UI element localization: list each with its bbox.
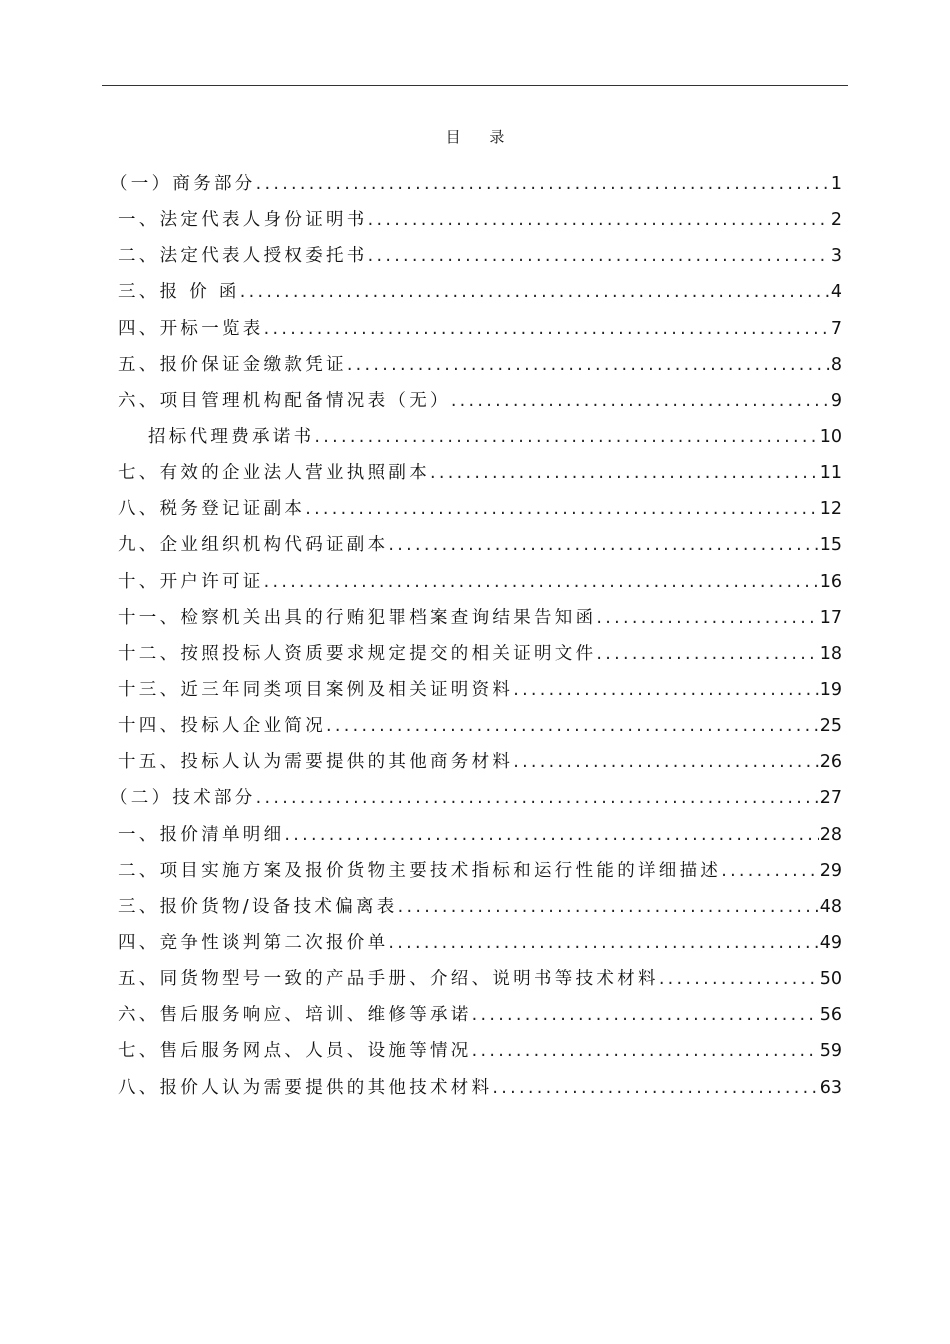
- toc-entry-label: 五、同货物型号一致的产品手册、介绍、说明书等技术材料: [118, 969, 659, 990]
- toc-leader-dots: [472, 997, 819, 1033]
- toc-leader-dots: [430, 455, 819, 491]
- toc-leader-dots: [388, 527, 818, 563]
- toc-entry-page-number: 63: [819, 1077, 842, 1098]
- toc-entry[interactable]: [110, 1070, 842, 1106]
- toc-entry-page-number: 56: [819, 1005, 842, 1026]
- toc-entry-page-number: 15: [819, 535, 842, 556]
- toc-leader-dots: [596, 636, 818, 672]
- toc-entry-label: 一、报价清单明细: [118, 824, 285, 845]
- toc-entry[interactable]: [110, 997, 842, 1033]
- toc-entry-label: （一）商务部分: [110, 174, 256, 194]
- toc-entry-label: 十四、投标人企业简况: [118, 716, 326, 737]
- toc-entry-page-number: 18: [819, 643, 842, 664]
- toc-entry-label: 三、报 价 函: [118, 282, 240, 303]
- toc-entry-label: 十五、投标人认为需要提供的其他商务材料: [118, 752, 514, 773]
- toc-entry-label: 五、报价保证金缴款凭证: [118, 354, 347, 375]
- toc-entry-page-number: 7: [830, 318, 842, 339]
- toc-entry-page-number: 59: [819, 1041, 842, 1062]
- toc-entry-page-number: 28: [819, 824, 842, 845]
- toc-leader-dots: [513, 672, 819, 708]
- toc-entry[interactable]: [110, 672, 842, 708]
- toc-entry-page-number: 1: [830, 174, 842, 194]
- toc-leader-dots: [721, 853, 819, 889]
- toc-entry-page-number: 3: [830, 246, 842, 267]
- toc-entry-page-number: 8: [830, 354, 842, 375]
- toc-leader-dots: [368, 238, 830, 274]
- toc-entry-label: 十一、检察机关出具的行贿犯罪档案查询结果告知函: [118, 607, 597, 628]
- toc-leader-dots: [472, 1033, 819, 1069]
- toc-entry[interactable]: [110, 636, 842, 672]
- toc-entry-label: 二、项目实施方案及报价货物主要技术指标和运行性能的详细描述: [118, 860, 722, 881]
- table-of-contents: [110, 166, 842, 1106]
- toc-entry-page-number: 16: [819, 571, 842, 592]
- toc-entry-page-number: 26: [819, 752, 842, 773]
- toc-entry-label: 二、法定代表人授权委托书: [118, 246, 368, 267]
- toc-entry[interactable]: [110, 780, 842, 816]
- toc-entry-page-number: 27: [819, 788, 842, 809]
- toc-leader-dots: [240, 274, 830, 310]
- toc-entry[interactable]: [110, 455, 842, 491]
- toc-entry-label: 十三、近三年同类项目案例及相关证明资料: [118, 679, 514, 700]
- toc-leader-dots: [398, 889, 819, 925]
- toc-entry[interactable]: [110, 961, 842, 997]
- toc-entry-label: 三、报价货物/设备技术偏离表: [118, 896, 398, 917]
- toc-leader-dots: [256, 780, 819, 816]
- toc-entry-page-number: 48: [819, 896, 842, 917]
- toc-entry-page-number: 9: [830, 390, 842, 411]
- toc-leader-dots: [264, 311, 830, 347]
- toc-entry-label: 十二、按照投标人资质要求规定提交的相关证明文件: [118, 643, 597, 664]
- toc-entry-page-number: 12: [819, 499, 842, 520]
- toc-entry-page-number: 10: [819, 426, 842, 447]
- toc-entry[interactable]: [110, 853, 842, 889]
- toc-entry[interactable]: [110, 238, 842, 274]
- toc-entry-label: 七、售后服务网点、人员、设施等情况: [118, 1041, 472, 1062]
- toc-leader-dots: [256, 166, 830, 202]
- toc-entry-label: （二）技术部分: [110, 788, 256, 809]
- toc-entry-page-number: 19: [819, 679, 842, 700]
- toc-leader-dots: [326, 708, 819, 744]
- toc-leader-dots: [284, 817, 818, 853]
- toc-entry-label: 八、税务登记证副本: [118, 499, 306, 520]
- toc-leader-dots: [368, 202, 830, 238]
- toc-leader-dots: [451, 383, 830, 419]
- toc-entry-label: 四、开标一览表: [118, 318, 264, 339]
- toc-entry-label: 十、开户许可证: [118, 571, 264, 592]
- toc-entry-label: 一、法定代表人身份证明书: [118, 210, 368, 231]
- toc-leader-dots: [314, 419, 818, 455]
- toc-leader-dots: [596, 600, 818, 636]
- toc-entry[interactable]: [110, 925, 842, 961]
- toc-leader-dots: [492, 1070, 818, 1106]
- toc-entry[interactable]: [110, 347, 842, 383]
- toc-entry[interactable]: [110, 744, 842, 780]
- toc-entry[interactable]: [110, 383, 842, 419]
- toc-entry-page-number: 11: [819, 463, 842, 484]
- toc-entry[interactable]: [110, 274, 842, 310]
- toc-entry-page-number: 4: [830, 282, 842, 303]
- toc-entry-label: 六、项目管理机构配备情况表（无）: [118, 390, 451, 411]
- toc-entry[interactable]: [110, 889, 842, 925]
- toc-leader-dots: [388, 925, 818, 961]
- toc-entry[interactable]: [110, 419, 842, 455]
- toc-entry-page-number: 25: [819, 716, 842, 737]
- toc-leader-dots: [659, 961, 819, 997]
- toc-entry-label: 招标代理费承诺书: [148, 426, 315, 447]
- toc-entry[interactable]: [110, 202, 842, 238]
- toc-entry-label: 八、报价人认为需要提供的其他技术材料: [118, 1077, 493, 1098]
- toc-entry[interactable]: [110, 600, 842, 636]
- toc-entry[interactable]: [110, 1033, 842, 1069]
- toc-entry-page-number: 2: [830, 210, 842, 231]
- toc-entry[interactable]: [110, 564, 842, 600]
- toc-entry-label: 六、售后服务响应、培训、维修等承诺: [118, 1005, 472, 1026]
- toc-leader-dots: [305, 491, 819, 527]
- toc-leader-dots: [513, 744, 819, 780]
- toc-entry-page-number: 49: [819, 932, 842, 953]
- toc-leader-dots: [347, 347, 830, 383]
- toc-leader-dots: [264, 564, 819, 600]
- toc-title: 目 录: [445, 128, 517, 146]
- toc-entry[interactable]: [110, 817, 842, 853]
- toc-entry[interactable]: [110, 527, 842, 563]
- toc-entry[interactable]: [110, 311, 842, 347]
- toc-entry-page-number: 50: [819, 969, 842, 990]
- toc-entry-label: 九、企业组织机构代码证副本: [118, 535, 389, 556]
- toc-entry[interactable]: [110, 166, 842, 202]
- toc-entry[interactable]: [110, 708, 842, 744]
- toc-entry-label: 四、竞争性谈判第二次报价单: [118, 932, 389, 953]
- toc-entry[interactable]: [110, 491, 842, 527]
- toc-entry-page-number: 17: [819, 607, 842, 628]
- toc-entry-page-number: 29: [819, 860, 842, 881]
- header-rule: [102, 85, 848, 86]
- toc-entry-label: 七、有效的企业法人营业执照副本: [118, 463, 430, 484]
